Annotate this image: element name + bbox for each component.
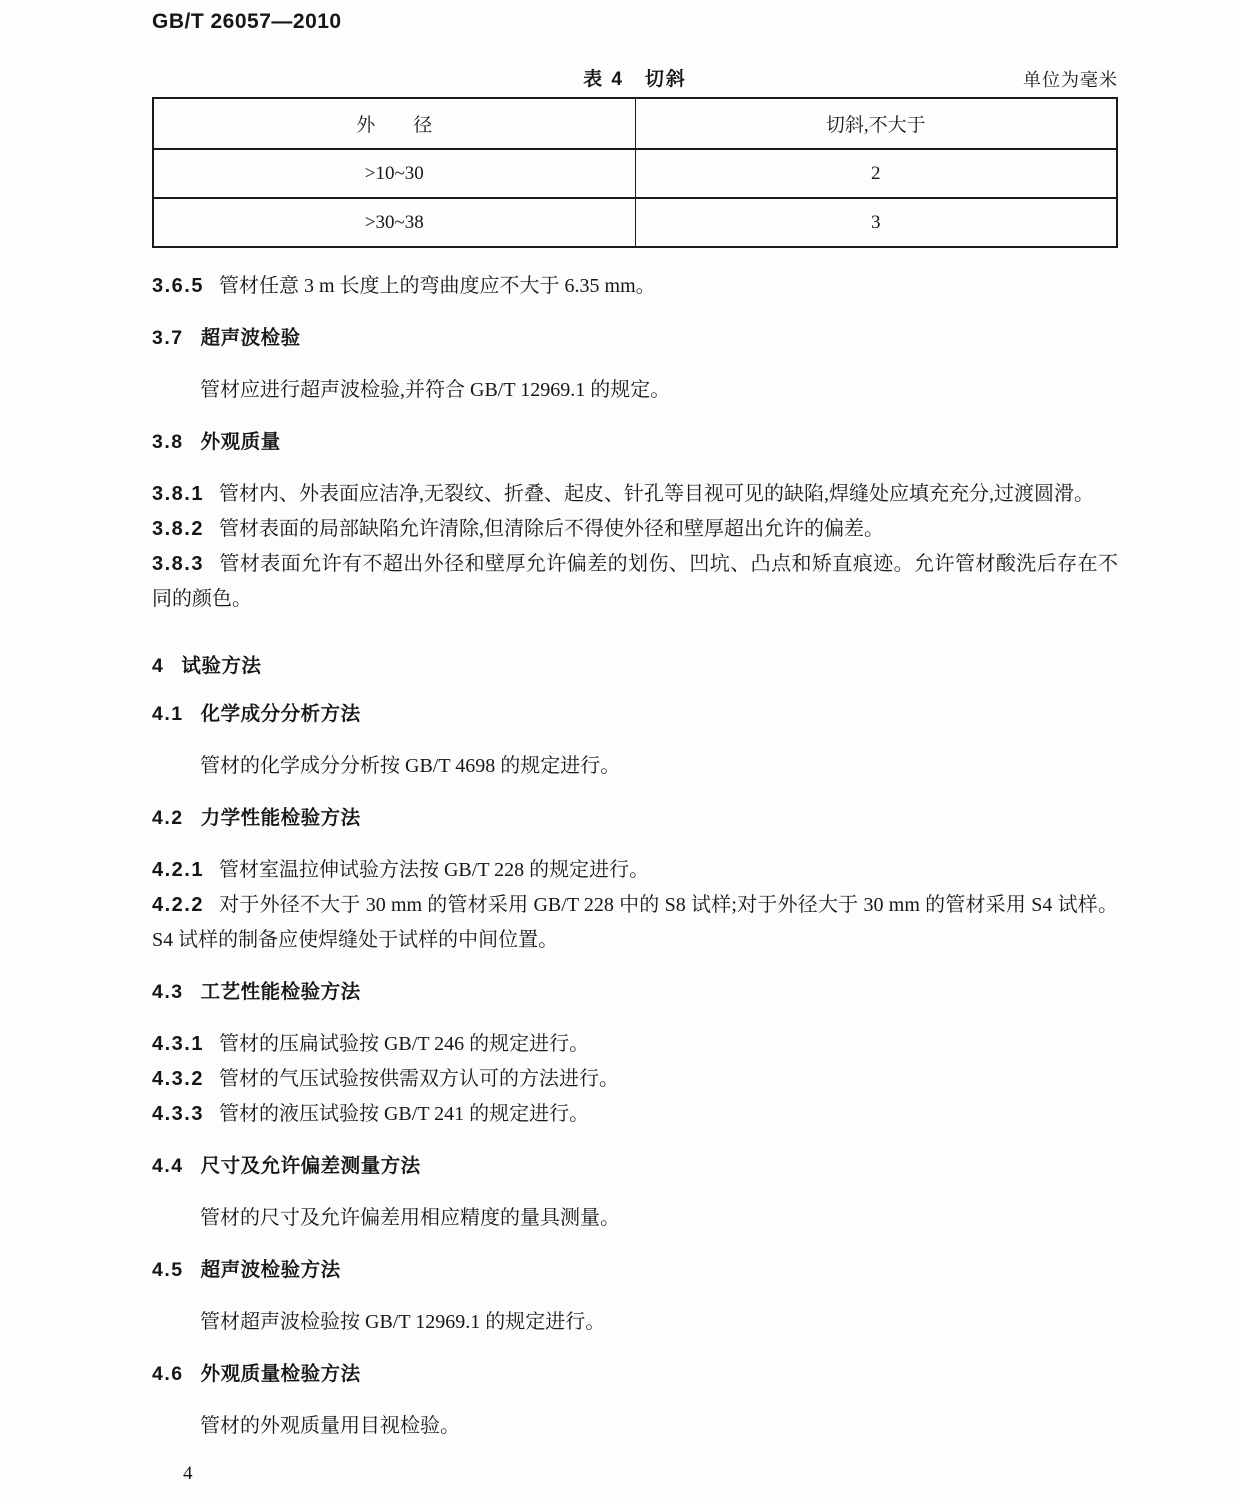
body-paragraph <box>152 1409 1118 1444</box>
clause-number: 3.8.2 <box>152 518 204 540</box>
heading-text: 试验方法 <box>181 655 262 677</box>
clause-number: 4.5 <box>152 1259 184 1281</box>
clause-3.8.1 <box>152 477 1118 512</box>
table-unit-note: 单位为毫米 <box>1023 70 1118 90</box>
heading-text: 超声波检验方法 <box>200 1259 341 1281</box>
page-number: 4 <box>183 1463 193 1484</box>
clause-4.3.1 <box>152 1027 1118 1062</box>
section-heading-4.2 <box>152 805 1118 832</box>
column-header-cut-slant-max: 切斜,不大于 <box>635 98 1117 149</box>
clause-text: 管材的气压试验按供需双方认可的方法进行。 <box>218 1068 619 1090</box>
clause-4.2.2 <box>152 888 1118 958</box>
clause-text: 管材表面的局部缺陷允许清除,但清除后不得使外径和壁厚超出允许的偏差。 <box>218 518 884 540</box>
clause-text: 管材表面允许有不超出外径和壁厚允许偏差的划伤、凹坑、凸点和矫直痕迹。允许管材酸洗后存在不同的颜色。 <box>152 553 1118 610</box>
body-paragraph <box>152 1305 1118 1340</box>
column-header-outer-diameter: 外 径 <box>153 98 635 149</box>
clause-number: 3.8.1 <box>152 483 204 505</box>
clause-number: 4.2.2 <box>152 894 204 916</box>
standard-number-header: GB/T 26057—2010 <box>152 10 342 33</box>
clause-number: 4.2 <box>152 807 184 829</box>
clause-number: 4.3.1 <box>152 1033 204 1055</box>
clause-4.3.3 <box>152 1097 1118 1132</box>
section-heading-3.8 <box>152 429 1118 456</box>
clause-3.8.2 <box>152 512 1118 547</box>
clause-number: 4.2.1 <box>152 859 204 881</box>
table-row <box>153 198 1117 247</box>
clause-number: 4.4 <box>152 1155 184 1177</box>
table-4-cut-slant <box>152 97 1118 248</box>
clause-text: 管材的压扁试验按 GB/T 246 的规定进行。 <box>218 1033 590 1055</box>
clause-number: 3.6.5 <box>152 275 204 297</box>
sections-container <box>152 269 1118 1444</box>
section-heading-4 <box>152 653 1118 680</box>
table-caption-row <box>152 64 1118 91</box>
heading-text: 外观质量 <box>200 431 281 453</box>
heading-text: 尺寸及允许偏差测量方法 <box>200 1155 421 1177</box>
table-caption: 表 4 切斜 <box>583 69 687 90</box>
clause-number: 4.3.2 <box>152 1068 204 1090</box>
clause-3.6.5 <box>152 269 1118 304</box>
body-paragraph <box>152 373 1118 408</box>
section-heading-4.6 <box>152 1361 1118 1388</box>
clause-4.3.2 <box>152 1062 1118 1097</box>
heading-text: 外观质量检验方法 <box>200 1363 361 1385</box>
clause-text: 管材的尺寸及允许偏差用相应精度的量具测量。 <box>200 1207 620 1229</box>
clause-number: 4.3.3 <box>152 1103 204 1125</box>
cell-outer-diameter: >30~38 <box>153 198 635 247</box>
clause-text: 管材的液压试验按 GB/T 241 的规定进行。 <box>218 1103 590 1125</box>
clause-text: 管材的化学成分分析按 GB/T 4698 的规定进行。 <box>200 755 621 777</box>
cell-cut-slant-value: 2 <box>635 149 1117 198</box>
cell-cut-slant-value: 3 <box>871 211 881 233</box>
clause-number: 3.8 <box>152 431 184 453</box>
clause-text: 管材超声波检验按 GB/T 12969.1 的规定进行。 <box>200 1311 606 1333</box>
clause-text: 管材室温拉伸试验方法按 GB/T 228 的规定进行。 <box>218 859 650 881</box>
page-content <box>152 0 1118 1465</box>
clause-number: 4.3 <box>152 981 184 1003</box>
clause-text: 对于外径不大于 30 mm 的管材采用 GB/T 228 中的 S8 试样;对于外径大于 30 mm 的管材采用 S4 试样。S4 试样的制备应使焊缝处于试样的中间位置。 <box>152 894 1118 951</box>
section-heading-4.3 <box>152 979 1118 1006</box>
clause-number: 4 <box>152 655 165 677</box>
table-header <box>153 98 1117 149</box>
clause-text: 管材内、外表面应洁净,无裂纹、折叠、起皮、针孔等目视可见的缺陷,焊缝处应填充充分,过渡圆滑。 <box>218 483 1094 505</box>
body-paragraph <box>152 749 1118 784</box>
clause-text: 管材的外观质量用目视检验。 <box>200 1415 460 1437</box>
section-heading-4.4 <box>152 1153 1118 1180</box>
heading-text: 工艺性能检验方法 <box>200 981 361 1003</box>
section-heading-3.7 <box>152 325 1118 352</box>
cell-outer-diameter: >10~30 <box>153 149 635 198</box>
clause-text: 管材任意 3 m 长度上的弯曲度应不大于 6.35 mm。 <box>218 275 656 297</box>
section-heading-4.1 <box>152 701 1118 728</box>
table-body <box>153 149 1117 247</box>
body-paragraph <box>152 1201 1118 1236</box>
clause-number: 4.1 <box>152 703 184 725</box>
clause-number: 3.8.3 <box>152 553 204 575</box>
table-row <box>153 149 1117 198</box>
heading-text: 力学性能检验方法 <box>200 807 361 829</box>
section-heading-4.5 <box>152 1257 1118 1284</box>
clause-text: 管材应进行超声波检验,并符合 GB/T 12969.1 的规定。 <box>200 379 671 401</box>
clause-4.2.1 <box>152 853 1118 888</box>
heading-text: 超声波检验 <box>200 327 301 349</box>
clause-3.8.3 <box>152 547 1118 617</box>
clause-number: 4.6 <box>152 1363 184 1385</box>
clause-number: 3.7 <box>152 327 184 349</box>
heading-text: 化学成分分析方法 <box>200 703 361 725</box>
table-header-row <box>153 98 1117 149</box>
